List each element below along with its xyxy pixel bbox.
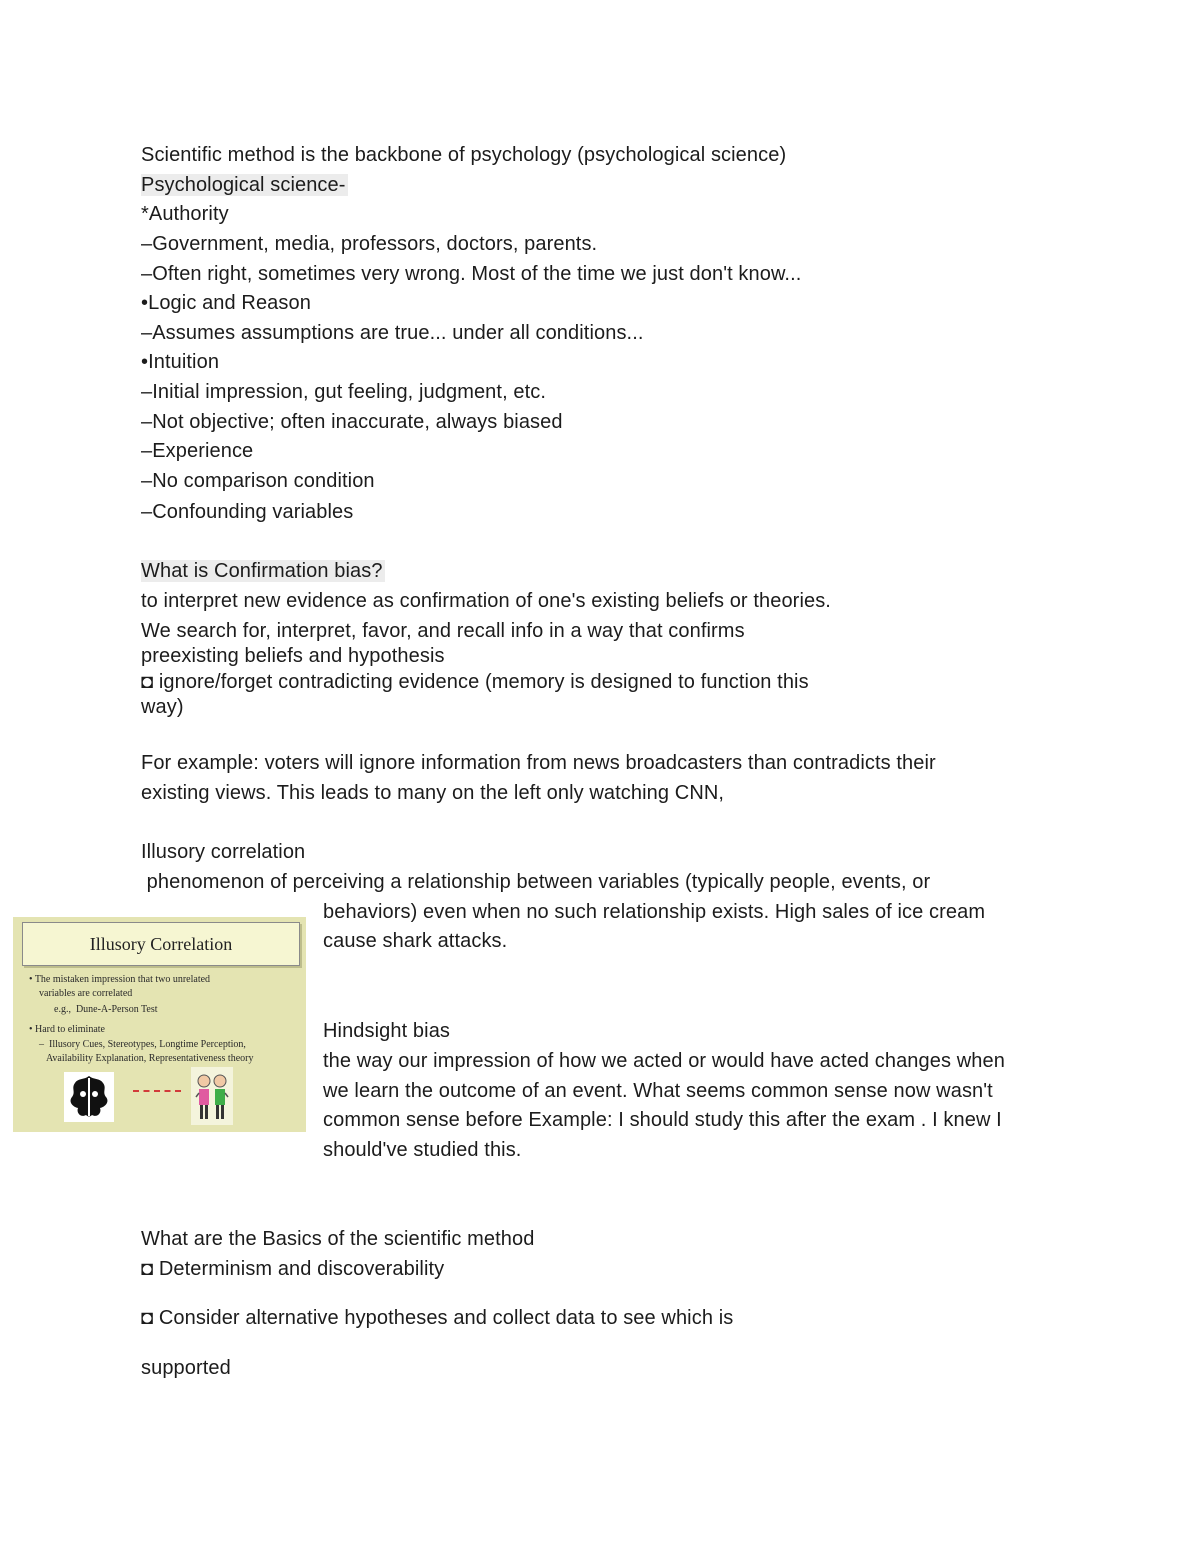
list-subitem: –No comparison condition [141,470,375,492]
list-item-authority: *Authority [141,203,229,225]
slide-title: Illusory Correlation [22,922,300,966]
slide-bullet: • The mistaken impression that two unrelated [29,974,211,985]
paragraph-line: behaviors) even when no such relationship exists. High sales of ice cream [323,901,986,923]
list-subitem: –Often right, sometimes very wrong. Most of the time we just don't know... [141,263,802,285]
intro-line: Scientific method is the backbone of psychology (psychological science) [141,144,787,166]
paragraph-line: phenomenon of perceiving a relationship between variables (typically people, events, or [141,871,931,893]
section-heading-confirmation-bias [141,558,385,584]
list-subitem: –Confounding variables [141,501,354,523]
paragraph-line: preexisting beliefs and hypothesis [141,645,445,667]
highlighted-heading: What is Confirmation bias? [141,560,383,582]
example-line: For example: voters will ignore information from news broadcasters than contradicts their [141,752,936,774]
highlighted-heading: Psychological science- [141,174,346,196]
list-subitem: –Experience [141,440,254,462]
section-heading-illusory-correlation: Illusory correlation [141,841,306,863]
slide-bullet: Availability Explanation, Representativeness theory [29,1053,254,1064]
paragraph-line: common sense before Example: I should study this after the exam . I knew I [323,1109,1002,1131]
list-subitem: –Initial impression, gut feeling, judgment, etc. [141,381,547,403]
slide-bullet: • Hard to eliminate [29,1024,105,1035]
paragraph-line: the way our impression of how we acted or would have acted changes when [323,1050,1005,1072]
list-item-continuation: supported [141,1357,231,1379]
paragraph-line: ◘ ignore/forget contradicting evidence (memory is designed to function this [141,671,809,693]
illusory-correlation-slide-image [13,917,306,1132]
section-heading-hindsight-bias: Hindsight bias [323,1020,451,1042]
paragraph-line: cause shark attacks. [323,930,508,952]
paragraph-line: way) [141,696,184,718]
paragraph-line: should've studied this. [323,1139,522,1161]
dashed-connector [133,1090,181,1092]
list-item: ◘ Determinism and discoverability [141,1258,445,1280]
section-heading-psych-science [141,172,348,198]
people-figures-image [191,1067,233,1125]
section-heading-scientific-basics: What are the Basics of the scientific method [141,1228,535,1250]
slide-bullet: variables are correlated [29,988,133,999]
list-item: ◘ Consider alternative hypotheses and collect data to see which is [141,1307,734,1329]
list-item-logic: •Logic and Reason [141,292,311,314]
slide-bullet: – Illusory Cues, Stereotypes, Longtime Perception, [29,1039,246,1050]
paragraph-line: we learn the outcome of an event. What seems common sense now wasn't [323,1080,993,1102]
list-subitem: –Assumes assumptions are true... under all conditions... [141,322,644,344]
example-line: existing views. This leads to many on the left only watching CNN, [141,782,725,804]
paragraph-line: We search for, interpret, favor, and recall info in a way that confirms [141,620,745,642]
list-subitem: –Not objective; often inaccurate, always biased [141,411,563,433]
slide-bullet: e.g., Dune-A-Person Test [29,1004,158,1015]
list-subitem: –Government, media, professors, doctors, parents. [141,233,598,255]
list-item-intuition: •Intuition [141,351,220,373]
paragraph-line: to interpret new evidence as confirmation of one's existing beliefs or theories. [141,590,831,612]
inkblot-image [64,1072,114,1122]
